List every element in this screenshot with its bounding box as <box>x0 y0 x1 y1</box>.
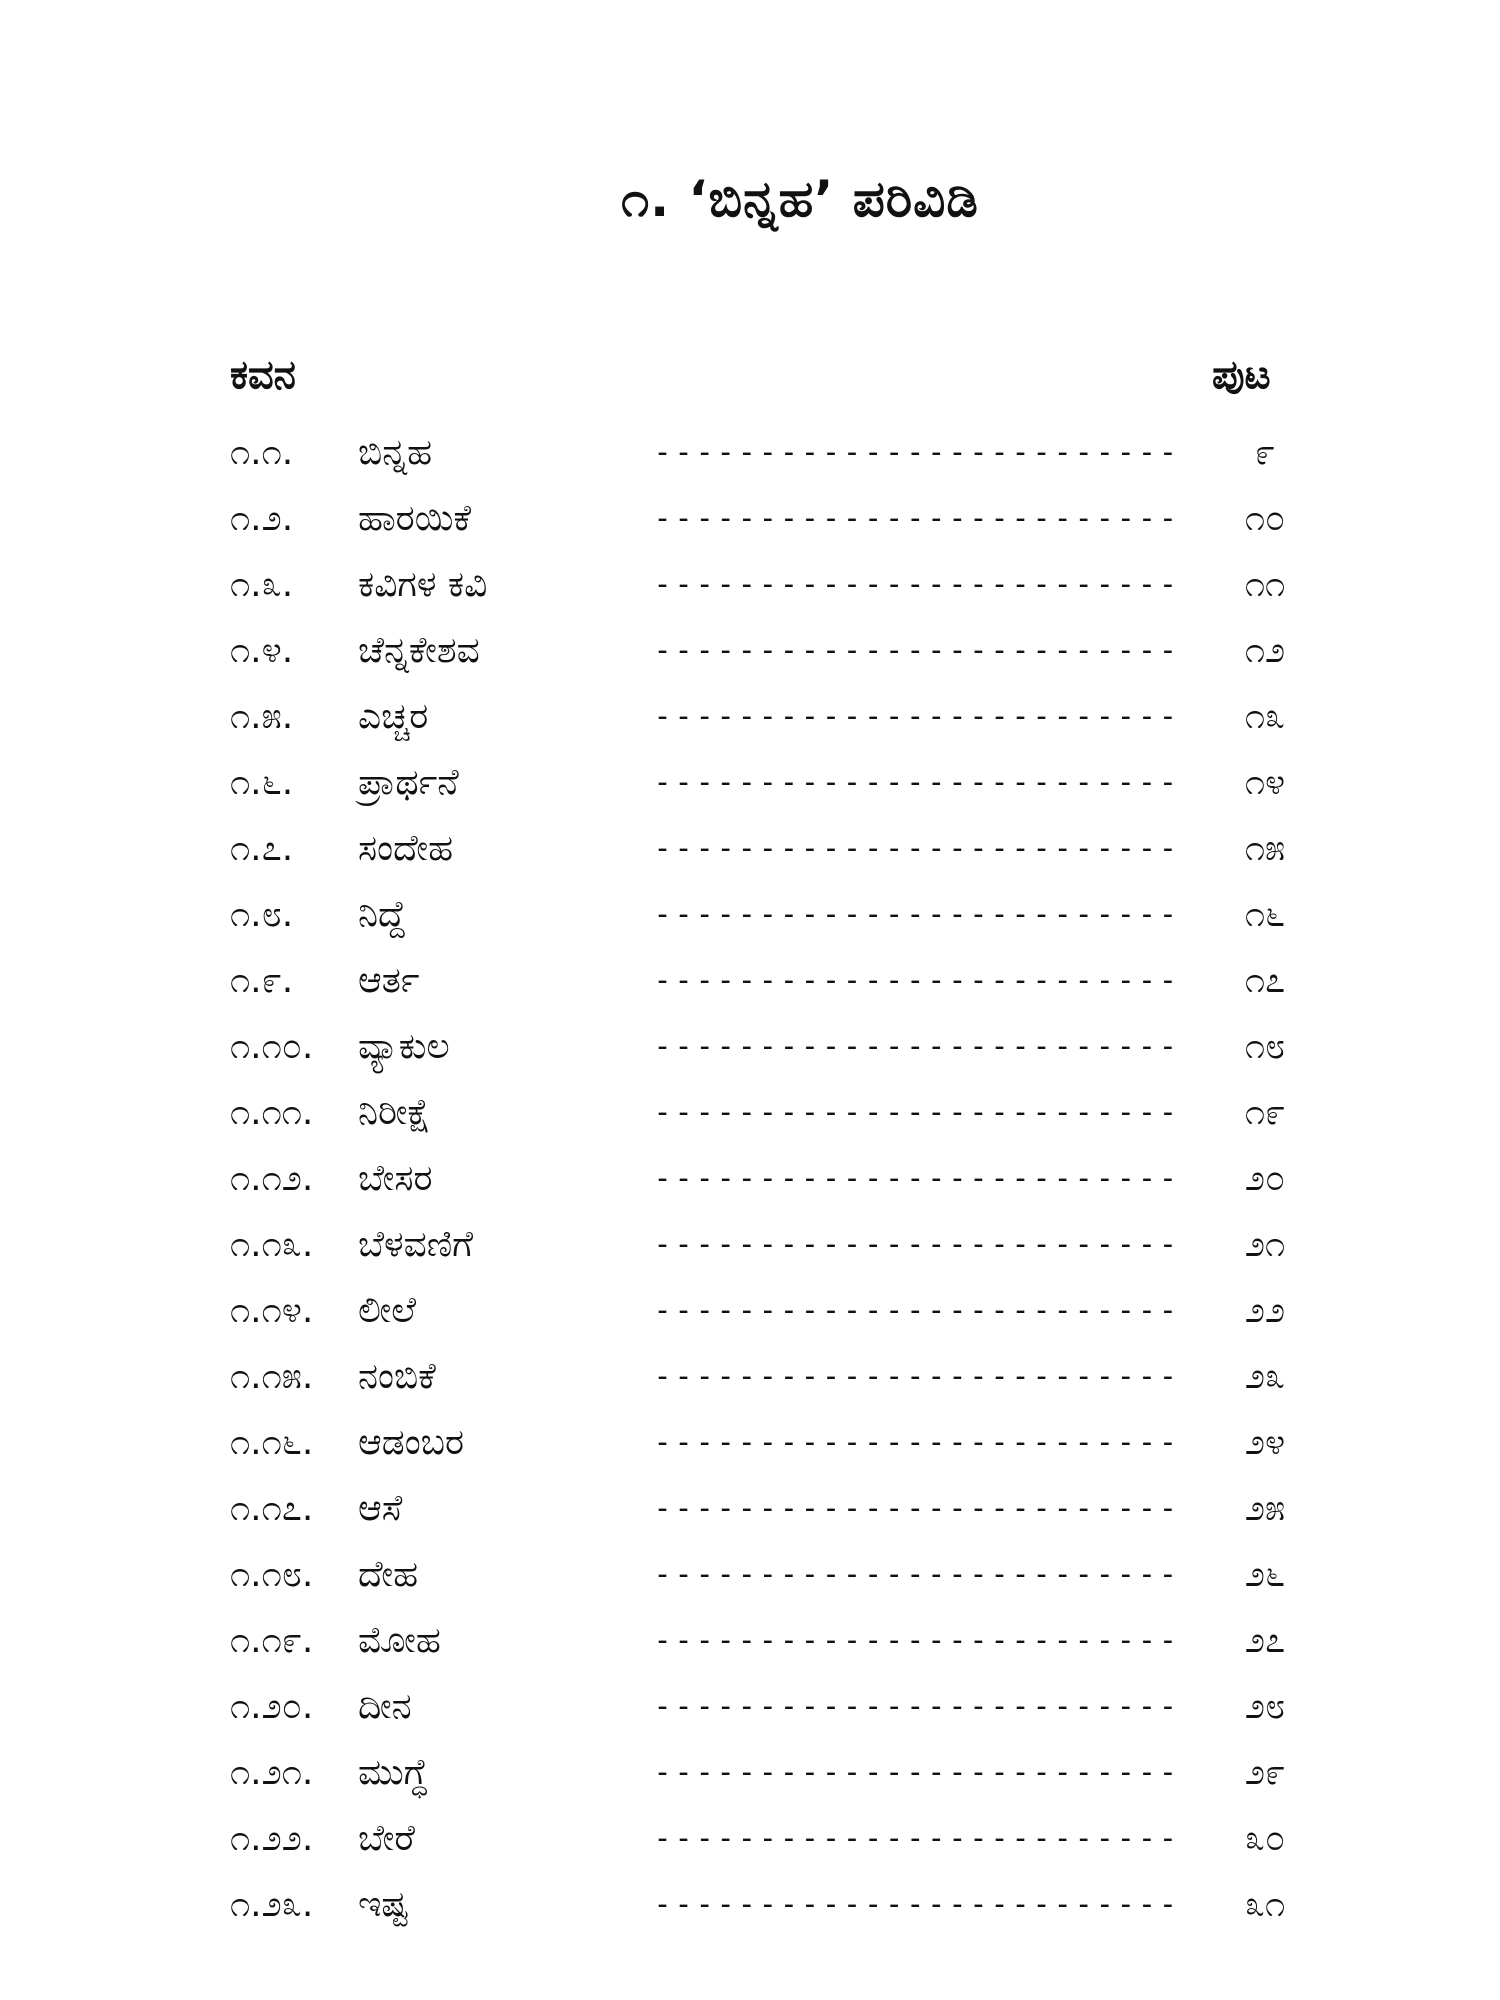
entry-title: ಹಾರಯಿಕೆ <box>358 498 472 539</box>
entry-page-number: ೧೭ <box>1244 960 1286 1001</box>
toc-entry <box>0 1608 1500 1674</box>
entry-title: ಇಷ್ಟ <box>358 1884 409 1925</box>
dash-leader: ------------------------- <box>653 1359 1180 1394</box>
dash-leader: ------------------------- <box>653 963 1180 998</box>
entry-page-number: ೧೧ <box>1244 564 1286 605</box>
entry-page-number: ೧೬ <box>1244 894 1286 935</box>
dash-leader: ------------------------- <box>653 1887 1180 1922</box>
entry-title: ನಿರೀಕ್ಷೆ <box>358 1092 431 1133</box>
entry-title: ಎಚ್ಚರ <box>358 696 429 737</box>
dash-leader: ------------------------- <box>653 435 1180 470</box>
entry-page-number: ೨೭ <box>1244 1620 1286 1661</box>
dash-leader: ------------------------- <box>653 633 1180 668</box>
dash-leader: ------------------------- <box>653 831 1180 866</box>
entry-title: ದೇಹ <box>358 1554 419 1595</box>
entry-title: ಚೆನ್ನಕೇಶವ <box>358 630 480 671</box>
entry-page-number: ೧೩ <box>1244 696 1286 737</box>
entry-number: ೧.೧೧. <box>230 1092 314 1133</box>
entry-number: ೧.೯. <box>230 960 294 1001</box>
toc-entry <box>0 882 1500 948</box>
entry-number: ೧.೧. <box>230 432 294 473</box>
dash-leader: ------------------------- <box>653 1425 1180 1460</box>
entry-number: ೧.೨೨. <box>230 1818 314 1859</box>
toc-entry <box>0 684 1500 750</box>
entry-page-number: ೨೬ <box>1244 1554 1286 1595</box>
entry-title: ಕವಿಗಳ ಕವಿ <box>358 564 488 605</box>
dash-leader: ------------------------- <box>653 567 1180 602</box>
entry-page-number: ೩೧ <box>1244 1884 1286 1925</box>
page-column-header: ಪುಟ <box>1212 352 1271 398</box>
dash-leader: ------------------------- <box>653 1557 1180 1592</box>
dash-leader: ------------------------- <box>653 1821 1180 1856</box>
toc-entry <box>0 420 1500 486</box>
toc-entry <box>0 816 1500 882</box>
entry-title: ಬೆಳವಣಿಗೆ <box>358 1224 474 1265</box>
toc-entry <box>0 1476 1500 1542</box>
entry-title: ಸಂದೇಹ <box>358 828 454 869</box>
entry-title: ವ್ಯಾಕುಲ <box>358 1026 450 1067</box>
entry-title: ಬೇರೆ <box>358 1818 415 1859</box>
toc-entry <box>0 1806 1500 1872</box>
dash-leader: ------------------------- <box>653 1623 1180 1658</box>
toc-entry <box>0 1146 1500 1212</box>
entry-number: ೧.೧೦. <box>230 1026 314 1067</box>
toc-entry <box>0 552 1500 618</box>
entry-number: ೧.೧೫. <box>230 1356 314 1397</box>
entry-number: ೧.೧೯. <box>230 1620 314 1661</box>
entry-number: ೧.೩. <box>230 564 294 605</box>
entry-number: ೧.೨೦. <box>230 1686 314 1727</box>
entry-number: ೧.೨೩. <box>230 1884 314 1925</box>
dash-leader: ------------------------- <box>653 765 1180 800</box>
toc-entry <box>0 618 1500 684</box>
entry-page-number: ೨೮ <box>1244 1686 1286 1727</box>
entry-number: ೧.೧೪. <box>230 1290 314 1331</box>
toc-entry <box>0 1674 1500 1740</box>
poem-column-header: ಕವನ <box>230 352 296 398</box>
entry-title: ನಿದ್ದೆ <box>358 894 406 935</box>
entry-title: ಮೋಹ <box>358 1620 441 1661</box>
entry-page-number: ೧೮ <box>1244 1026 1286 1067</box>
toc-entry <box>0 948 1500 1014</box>
dash-leader: ------------------------- <box>653 897 1180 932</box>
toc-entry <box>0 1872 1500 1938</box>
entry-page-number: ೧೯ <box>1244 1092 1286 1133</box>
dash-leader: ------------------------- <box>653 1293 1180 1328</box>
entry-page-number: ೨೦ <box>1244 1158 1286 1199</box>
toc-entry <box>0 750 1500 816</box>
entry-number: ೧.೧೩. <box>230 1224 314 1265</box>
toc-entry <box>0 1278 1500 1344</box>
entry-title: ನಂಬಿಕೆ <box>358 1356 436 1397</box>
dash-leader: ------------------------- <box>653 1227 1180 1262</box>
entry-title: ಪ್ರಾರ್ಥನೆ <box>358 762 459 803</box>
entry-title: ಬೇಸರ <box>358 1158 433 1199</box>
entry-title: ದೀನ <box>358 1686 412 1727</box>
entry-page-number: ೨೧ <box>1244 1224 1286 1265</box>
entry-title: ಬಿನ್ನಹ <box>358 432 433 473</box>
entry-number: ೧.೫. <box>230 696 294 737</box>
entry-number: ೧.೨. <box>230 498 294 539</box>
entry-page-number: ೨೯ <box>1244 1752 1286 1793</box>
entry-page-number: ೧೫ <box>1244 828 1286 869</box>
entry-number: ೧.೧೨. <box>230 1158 314 1199</box>
entry-number: ೧.೪. <box>230 630 294 671</box>
dash-leader: ------------------------- <box>653 1095 1180 1130</box>
toc-entry <box>0 486 1500 552</box>
entry-page-number: ೨೫ <box>1244 1488 1286 1529</box>
toc-entry <box>0 1410 1500 1476</box>
entry-title: ಆಸೆ <box>358 1488 403 1529</box>
table-of-contents <box>0 420 1500 1938</box>
entry-number: ೧.೭. <box>230 828 294 869</box>
dash-leader: ------------------------- <box>653 1161 1180 1196</box>
toc-entry <box>0 1740 1500 1806</box>
entry-page-number: ೧೦ <box>1244 498 1286 539</box>
dash-leader: ------------------------- <box>653 1491 1180 1526</box>
entry-number: ೧.೧೮. <box>230 1554 314 1595</box>
entry-page-number: ೨೨ <box>1244 1290 1286 1331</box>
entry-page-number: ೩೦ <box>1244 1818 1286 1859</box>
entry-number: ೧.೬. <box>230 762 294 803</box>
entry-title: ಲೀಲೆ <box>358 1290 417 1331</box>
toc-entry <box>0 1344 1500 1410</box>
entry-number: ೧.೨೧. <box>230 1752 314 1793</box>
entry-title: ಆರ್ತ <box>358 960 420 1001</box>
page-title: ೧. ‘ಬಿನ್ನಹ’ ಪರಿವಿಡಿ <box>621 170 979 228</box>
toc-entry <box>0 1080 1500 1146</box>
dash-leader: ------------------------- <box>653 699 1180 734</box>
dash-leader: ------------------------- <box>653 1689 1180 1724</box>
entry-number: ೧.೮. <box>230 894 294 935</box>
dash-leader: ------------------------- <box>653 1029 1180 1064</box>
entry-page-number: ೨೩ <box>1244 1356 1286 1397</box>
toc-entry <box>0 1542 1500 1608</box>
entry-page-number: ೧೨ <box>1244 630 1286 671</box>
toc-entry <box>0 1212 1500 1278</box>
entry-number: ೧.೧೭. <box>230 1488 314 1529</box>
entry-page-number: ೯ <box>1254 432 1276 473</box>
entry-page-number: ೧೪ <box>1244 762 1286 803</box>
entry-page-number: ೨೪ <box>1244 1422 1286 1463</box>
entry-title: ಮುಗ್ಧೆ <box>358 1752 428 1793</box>
dash-leader: ------------------------- <box>653 501 1180 536</box>
entry-title: ಆಡಂಬರ <box>358 1422 465 1463</box>
entry-number: ೧.೧೬. <box>230 1422 314 1463</box>
toc-entry <box>0 1014 1500 1080</box>
dash-leader: ------------------------- <box>653 1755 1180 1790</box>
